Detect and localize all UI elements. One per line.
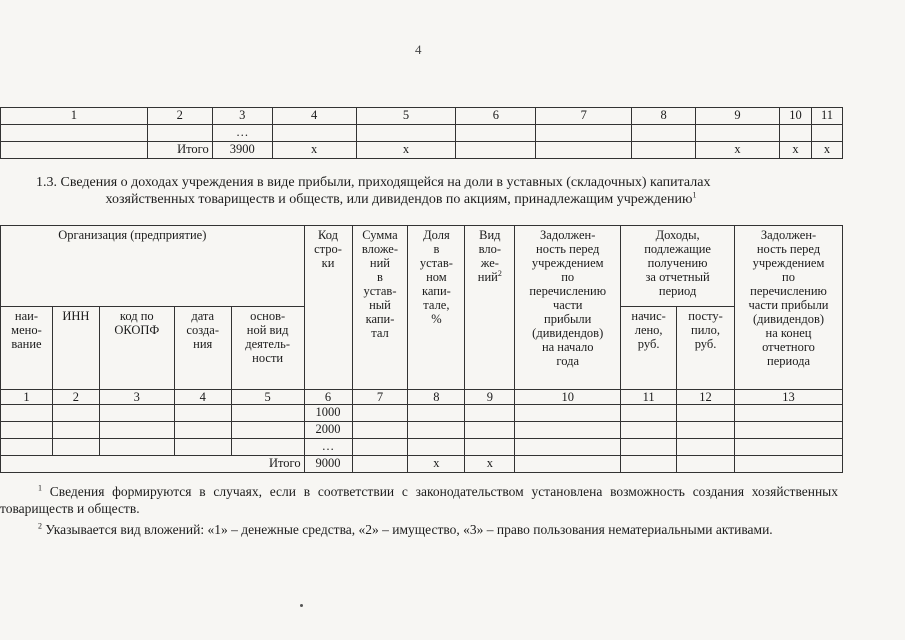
total-row (1, 456, 843, 473)
header-share: Доля в устав- ном капи- тале, % (408, 226, 465, 390)
x-mark: x (465, 456, 515, 473)
col-number: 5 (356, 108, 456, 125)
header-inn: ИНН (52, 307, 99, 390)
total-label: Итого (147, 142, 212, 159)
header-income: Доходы, подлежащие получению за отчетный период (621, 226, 735, 307)
header-debt-start: Задолжен- ность перед учреждением по перечислению части прибыли (дивидендов) на начало года (515, 226, 621, 390)
section-title (36, 174, 836, 208)
section-title-line2: хозяйственных товариществ и обществ, или дивидендов по акциям, принадлежащим учреждению (105, 192, 693, 207)
total-label: Итого (1, 456, 305, 473)
col-number: 4 (272, 108, 356, 125)
col-number: 13 (735, 390, 843, 405)
table-row (1, 108, 843, 125)
col-number: 1 (1, 108, 148, 125)
col-number: 5 (231, 390, 304, 405)
page-number: 4 (415, 42, 422, 57)
total-row (1, 142, 843, 159)
header-received: посту- пило, руб. (677, 307, 735, 390)
x-mark: x (272, 142, 356, 159)
footnote-ref: 1 (692, 190, 697, 200)
table-row (1, 405, 843, 422)
header-line-code: Код стро- ки (304, 226, 352, 390)
row-code: 1000 (304, 405, 352, 422)
col-number: 11 (621, 390, 677, 405)
col-number: 1 (1, 390, 53, 405)
header-name: наи- мено- вание (1, 307, 53, 390)
row-code: … (304, 439, 352, 456)
header-organization: Организация (предприятие) (1, 226, 305, 307)
header-accrued: начис- лено, руб. (621, 307, 677, 390)
x-mark: x (356, 142, 456, 159)
section-title-line1: 1.3. Сведения о доходах учреждения в виде прибыли, приходящейся на доли в уставных (складочных) капиталах (36, 175, 711, 190)
x-mark: x (811, 142, 842, 159)
table-row (1, 439, 843, 456)
header-created: дата созда- ния (174, 307, 231, 390)
header-okopf: код по ОКОПФ (99, 307, 174, 390)
table-row (1, 125, 843, 142)
scan-speck (300, 604, 303, 607)
previous-table (0, 107, 843, 159)
col-number: 8 (632, 108, 696, 125)
col-number: 2 (147, 108, 212, 125)
col-number: 10 (779, 108, 811, 125)
header-activity: основ- ной вид деятель- ности (231, 307, 304, 390)
x-mark: x (696, 142, 780, 159)
row-code: 2000 (304, 422, 352, 439)
col-number: 7 (352, 390, 408, 405)
income-table (0, 225, 843, 473)
x-mark: x (408, 456, 465, 473)
total-code: 9000 (304, 456, 352, 473)
col-number: 9 (465, 390, 515, 405)
footnote-1: $^1$ Сведения формируются в случаях, если в соответствии с законодательством установлена возможность создания хозяйственных товариществ и обществ. (0, 483, 838, 516)
total-code: 3900 (212, 142, 272, 159)
table-row (1, 390, 843, 405)
col-number: 4 (174, 390, 231, 405)
col-number: 3 (212, 108, 272, 125)
col-number: 2 (52, 390, 99, 405)
col-number: 11 (811, 108, 842, 125)
col-number: 6 (456, 108, 536, 125)
col-number: 7 (536, 108, 632, 125)
col-number: 3 (99, 390, 174, 405)
table-row (1, 422, 843, 439)
x-mark: x (779, 142, 811, 159)
header-investment-sum: Сумма вложе- ний в устав- ный капи- тал (352, 226, 408, 390)
ellipsis: … (212, 125, 272, 142)
header-debt-end: Задолжен- ность перед учреждением по перечислению части прибыли (дивидендов) на конец отчетного периода (735, 226, 843, 390)
header-investment-type: Вид вло- же- ний$^2$ (465, 226, 515, 390)
footnote-2: $^2$ Указывается вид вложений: «1» – денежные средства, «2» – имущество, «3» – право пользования нематериальными активами. (38, 521, 773, 537)
col-number: 6 (304, 390, 352, 405)
col-number: 8 (408, 390, 465, 405)
col-number: 12 (677, 390, 735, 405)
col-number: 10 (515, 390, 621, 405)
footnotes (0, 483, 838, 542)
col-number: 9 (696, 108, 780, 125)
